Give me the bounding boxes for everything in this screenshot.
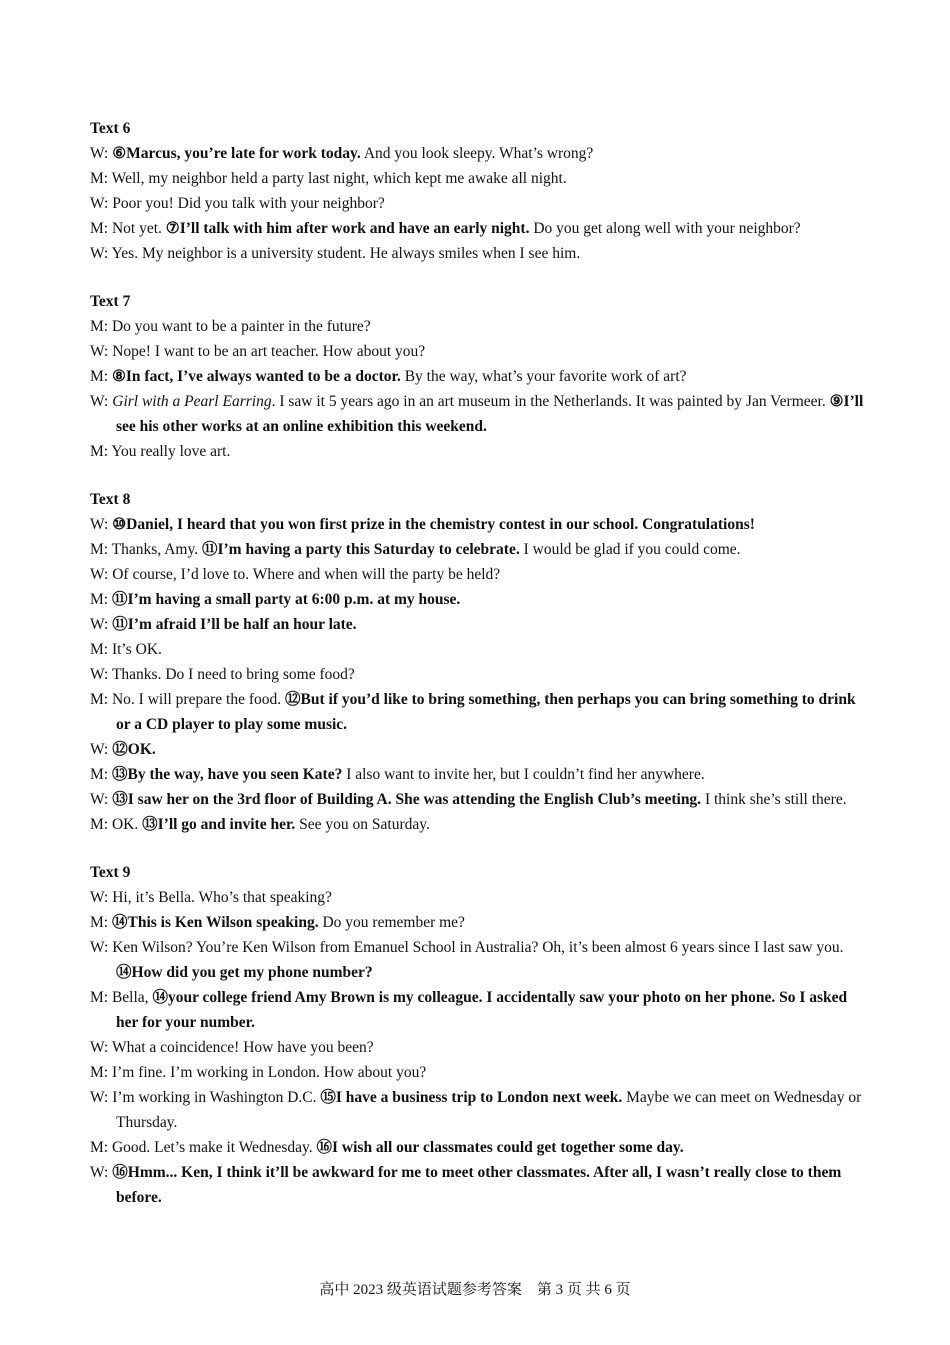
bold-answer-text: ⑯: [316, 1139, 332, 1156]
dialogue-line: [90, 1035, 870, 1060]
bold-answer-text: ⑪: [111, 591, 128, 608]
dialogue-line: [90, 364, 870, 389]
dialogue-line: [90, 166, 870, 191]
bold-answer-text: your college friend Amy Brown is my colleague. I accidentally saw your photo on her phone. So I asked her for your number.: [116, 989, 851, 1031]
section-title: Text 7: [90, 293, 131, 310]
dialogue-text: W:: [90, 516, 113, 533]
bold-answer-text: ⑪: [112, 616, 128, 633]
dialogue-text: M: I’m fine. I’m working in London. How about you?: [90, 1064, 427, 1081]
section-title: Text 8: [90, 491, 131, 508]
bold-answer-text: I wish all our classmates could get together some day.: [332, 1139, 684, 1156]
dialogue-line: [90, 512, 870, 537]
dialogue-text: W: What a coincidence! How have you been?: [90, 1039, 374, 1056]
bold-answer-text: Hmm... Ken, I think it’ll be awkward for me to meet other classmates. After all, I wasn’t really close to them before.: [116, 1164, 846, 1206]
dialogue-text: See you on Saturday.: [295, 816, 430, 833]
bold-answer-text: I’m having a party this Saturday to celebrate.: [217, 541, 520, 558]
dialogue-text: M:: [90, 914, 112, 931]
bold-answer-text: ⑭: [152, 989, 168, 1006]
dialogue-text: M:: [90, 766, 112, 783]
dialogue-line: [90, 787, 870, 812]
dialogue-text: W: Yes. My neighbor is a university student. He always smiles when I see him.: [90, 245, 581, 262]
dialogue-text: W:: [90, 741, 113, 758]
dialogue-line: [90, 662, 870, 687]
transcript-body: [90, 117, 870, 1234]
dialogue-line: [90, 141, 870, 166]
bold-answer-text: ⑧: [111, 368, 126, 385]
dialogue-line: [90, 687, 870, 737]
bold-answer-text: ⑬: [111, 766, 128, 783]
dialogue-text: Do you remember me?: [318, 914, 465, 931]
dialogue-text: W:: [90, 393, 113, 410]
dialogue-line: [90, 935, 870, 985]
dialogue-text: W:: [90, 1164, 113, 1181]
transcript-section: [90, 290, 870, 464]
dialogue-text: M: OK.: [90, 816, 143, 833]
dialogue-text: And you look sleepy. What’s wrong?: [360, 145, 594, 162]
dialogue-text: W: I’m working in Washington D.C.: [90, 1089, 321, 1106]
bold-answer-text: But if you’d like to bring something, then perhaps you can bring something to drink or a CD player to play some music.: [116, 691, 860, 733]
bold-answer-text: ⑥: [112, 145, 127, 162]
dialogue-line: [90, 762, 870, 787]
dialogue-text: M: Not yet.: [90, 220, 166, 237]
transcript-section: [90, 117, 870, 266]
dialogue-line: [90, 439, 870, 464]
dialogue-text: W: Ken Wilson? You’re Ken Wilson from Emanuel School in Australia? Oh, it’s been almost 6 years since I last saw you.: [90, 939, 848, 956]
bold-answer-text: This is Ken Wilson speaking.: [127, 914, 319, 931]
dialogue-line: [90, 314, 870, 339]
bold-answer-text: I have a business trip to London next week.: [335, 1089, 623, 1106]
footer-page-number: 第 3 页 共 6 页: [536, 1282, 631, 1298]
dialogue-text: M: It’s OK.: [90, 641, 162, 658]
dialogue-text: W:: [90, 616, 113, 633]
dialogue-line: [90, 885, 870, 910]
bold-answer-text: ⑫: [112, 741, 128, 758]
dialogue-line: [90, 339, 870, 364]
dialogue-line: [90, 389, 870, 439]
dialogue-text: I would be glad if you could come.: [519, 541, 741, 558]
bold-answer-text: I’m having a small party at 6:00 p.m. at my house.: [127, 591, 461, 608]
bold-answer-text: By the way, have you seen Kate?: [127, 766, 343, 783]
dialogue-line: [90, 637, 870, 662]
dialogue-text: I also want to invite her, but I couldn’t find her anywhere.: [342, 766, 705, 783]
dialogue-text: M: Do you want to be a painter in the future?: [90, 318, 371, 335]
dialogue-text: M: Good. Let’s make it Wednesday.: [90, 1139, 317, 1156]
transcript-section: [90, 488, 870, 837]
bold-answer-text: I’ll go and invite her.: [157, 816, 296, 833]
bold-answer-text: How did you get my phone number?: [131, 964, 373, 981]
dialogue-text: M:: [90, 591, 112, 608]
dialogue-text: M: No. I will prepare the food.: [90, 691, 285, 708]
section-title: Text 9: [90, 864, 131, 881]
dialogue-line: [90, 562, 870, 587]
bold-answer-text: ⑭: [111, 914, 128, 931]
dialogue-line: [90, 537, 870, 562]
bold-answer-text: ⑪: [201, 541, 218, 558]
bold-answer-text: ⑩: [112, 516, 127, 533]
bold-answer-text: ⑬: [112, 791, 128, 808]
bold-answer-text: I’ll see his other works at an online exhibition this weekend.: [116, 393, 868, 435]
footer-title: 高中 2023 级英语试题参考答案: [319, 1282, 522, 1298]
bold-answer-text: I’ll talk with him after work and have an early night.: [179, 220, 530, 237]
dialogue-line: [90, 191, 870, 216]
dialogue-line: [90, 1160, 870, 1210]
bold-answer-text: ⑮: [320, 1089, 336, 1106]
bold-answer-text: ⑦: [165, 220, 180, 237]
dialogue-text: W: Hi, it’s Bella. Who’s that speaking?: [90, 889, 332, 906]
dialogue-text: By the way, what’s your favorite work of art?: [400, 368, 687, 385]
dialogue-text: Maybe we can meet on Wednesday or Thursday.: [116, 1089, 865, 1131]
dialogue-line: [90, 1060, 870, 1085]
bold-answer-text: OK.: [127, 741, 156, 758]
dialogue-line: [90, 241, 870, 266]
bold-answer-text: ⑨: [829, 393, 844, 410]
section-title: Text 6: [90, 120, 131, 137]
bold-answer-text: ⑭: [116, 964, 132, 981]
dialogue-text: W:: [90, 145, 113, 162]
dialogue-line: [90, 910, 870, 935]
dialogue-text: . I saw it 5 years ago in an art museum in the Netherlands. It was painted by Jan Vermeer.: [271, 393, 830, 410]
dialogue-text: M:: [90, 368, 112, 385]
bold-answer-text: I’m afraid I’ll be half an hour late.: [127, 616, 357, 633]
dialogue-text: W: Thanks. Do I need to bring some food?: [90, 666, 355, 683]
dialogue-line: [90, 1135, 870, 1160]
page-footer: [0, 1280, 950, 1300]
bold-answer-text: Marcus, you’re late for work today.: [126, 145, 361, 162]
dialogue-text: M: You really love art.: [90, 443, 231, 460]
dialogue-line: [90, 812, 870, 837]
dialogue-line: [90, 587, 870, 612]
dialogue-text: M: Thanks, Amy.: [90, 541, 202, 558]
transcript-section: [90, 861, 870, 1210]
dialogue-line: [90, 612, 870, 637]
bold-answer-text: ⑯: [112, 1164, 128, 1181]
bold-answer-text: In fact, I’ve always wanted to be a doctor.: [125, 368, 401, 385]
dialogue-text: W: Poor you! Did you talk with your neighbor?: [90, 195, 385, 212]
dialogue-line: [90, 985, 870, 1035]
bold-answer-text: ⑬: [142, 816, 158, 833]
italic-title-text: Girl with a Pearl Earring: [112, 393, 272, 410]
bold-answer-text: ⑫: [285, 691, 301, 708]
bold-answer-text: I saw her on the 3rd floor of Building A. She was attending the English Club’s meeting.: [127, 791, 702, 808]
dialogue-text: I think she’s still there.: [701, 791, 847, 808]
dialogue-text: M: Well, my neighbor held a party last night, which kept me awake all night.: [90, 170, 567, 187]
dialogue-text: Do you get along well with your neighbor?: [529, 220, 801, 237]
bold-answer-text: Daniel, I heard that you won first prize in the chemistry contest in our school. Congratulations!: [126, 516, 755, 533]
dialogue-text: M: Bella,: [90, 989, 153, 1006]
dialogue-text: W: Of course, I’d love to. Where and when will the party be held?: [90, 566, 501, 583]
dialogue-text: W:: [90, 791, 113, 808]
dialogue-line: [90, 737, 870, 762]
dialogue-line: [90, 216, 870, 241]
dialogue-line: [90, 1085, 870, 1135]
dialogue-text: W: Nope! I want to be an art teacher. How about you?: [90, 343, 426, 360]
